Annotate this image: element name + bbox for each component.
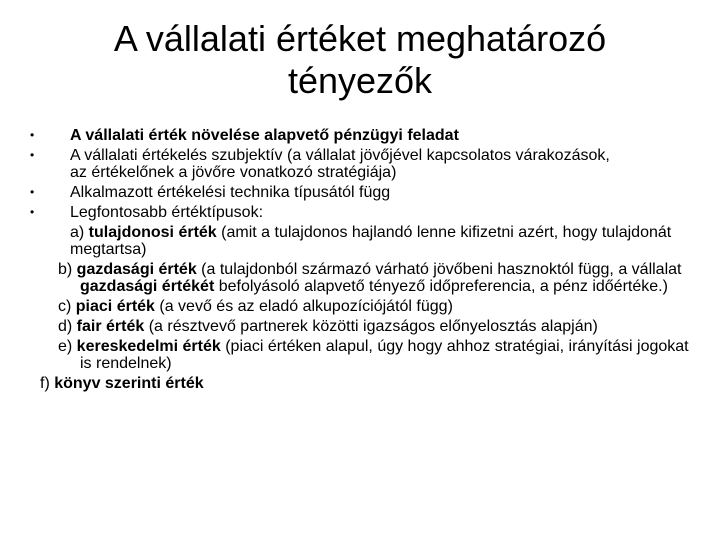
value-type-e	[30, 338, 700, 372]
value-type-description: (a résztvevő partnerek közötti igazságos előnyelosztás alapján)	[144, 318, 598, 335]
value-type-prefix: a)	[70, 224, 89, 241]
bullet-icon: •	[30, 128, 35, 142]
value-type-description: (amit a tulajdonos hajlandó lenne kifizetni azért, hogy tulajdonát megtartsa)	[70, 224, 672, 258]
value-type-a	[30, 224, 700, 258]
value-type-description: (a vevő és az eladó alkupozíciójától függ)	[154, 298, 453, 315]
value-type-description-continued: befolyásoló alapvető tényező időpreferencia, a pénz időértéke.)	[214, 278, 668, 295]
value-type-description: (piaci értéken alapul, úgy hogy ahhoz stratégiai, irányítási jogokat is rendelnek)	[80, 338, 689, 372]
value-type-description: (a tulajdonból származó várható jövőbeni hasznoktól függ, a vállalat	[196, 261, 682, 278]
bullet-icon: •	[30, 185, 35, 199]
value-type-term: fair érték	[76, 318, 145, 335]
bullet-text-continued: az értékelőnek a jövőre vonatkozó stratégiája)	[70, 164, 397, 181]
bullet-text: Legfontosabb értéktípusok:	[70, 204, 264, 221]
bullet-item	[30, 147, 700, 181]
value-type-prefix: c)	[58, 298, 76, 315]
bullet-item	[30, 184, 700, 201]
value-type-prefix: b)	[58, 261, 77, 278]
value-type-term: kereskedelmi érték	[76, 338, 221, 355]
value-type-f	[30, 375, 700, 392]
value-type-term: gazdasági érték	[76, 261, 197, 278]
value-type-term: tulajdonosi érték	[88, 224, 217, 241]
value-type-term-secondary: gazdasági értékét	[80, 278, 215, 295]
bullet-icon: •	[30, 205, 35, 219]
value-type-prefix: d)	[58, 318, 77, 335]
slide-body	[30, 127, 700, 395]
bullet-item	[30, 127, 700, 144]
value-type-b	[30, 261, 700, 295]
value-type-c	[30, 298, 700, 315]
bullet-text: A vállalati értékelés szubjektív (a vállalat jövőjével kapcsolatos várakozások,	[70, 147, 610, 164]
value-type-d	[30, 318, 700, 335]
bullet-item	[30, 204, 700, 221]
value-type-prefix: e)	[58, 338, 77, 355]
bullet-icon: •	[30, 148, 35, 162]
value-type-prefix: f)	[40, 375, 55, 392]
value-type-term: könyv szerinti érték	[54, 375, 204, 392]
bullet-text: A vállalati érték növelése alapvető pénzügyi feladat	[70, 127, 459, 144]
value-type-term: piaci érték	[75, 298, 155, 315]
bullet-text: Alkalmazott értékelési technika típusától függ	[70, 184, 391, 201]
slide-title: A vállalati értéket meghatározó tényezők	[113, 18, 607, 101]
